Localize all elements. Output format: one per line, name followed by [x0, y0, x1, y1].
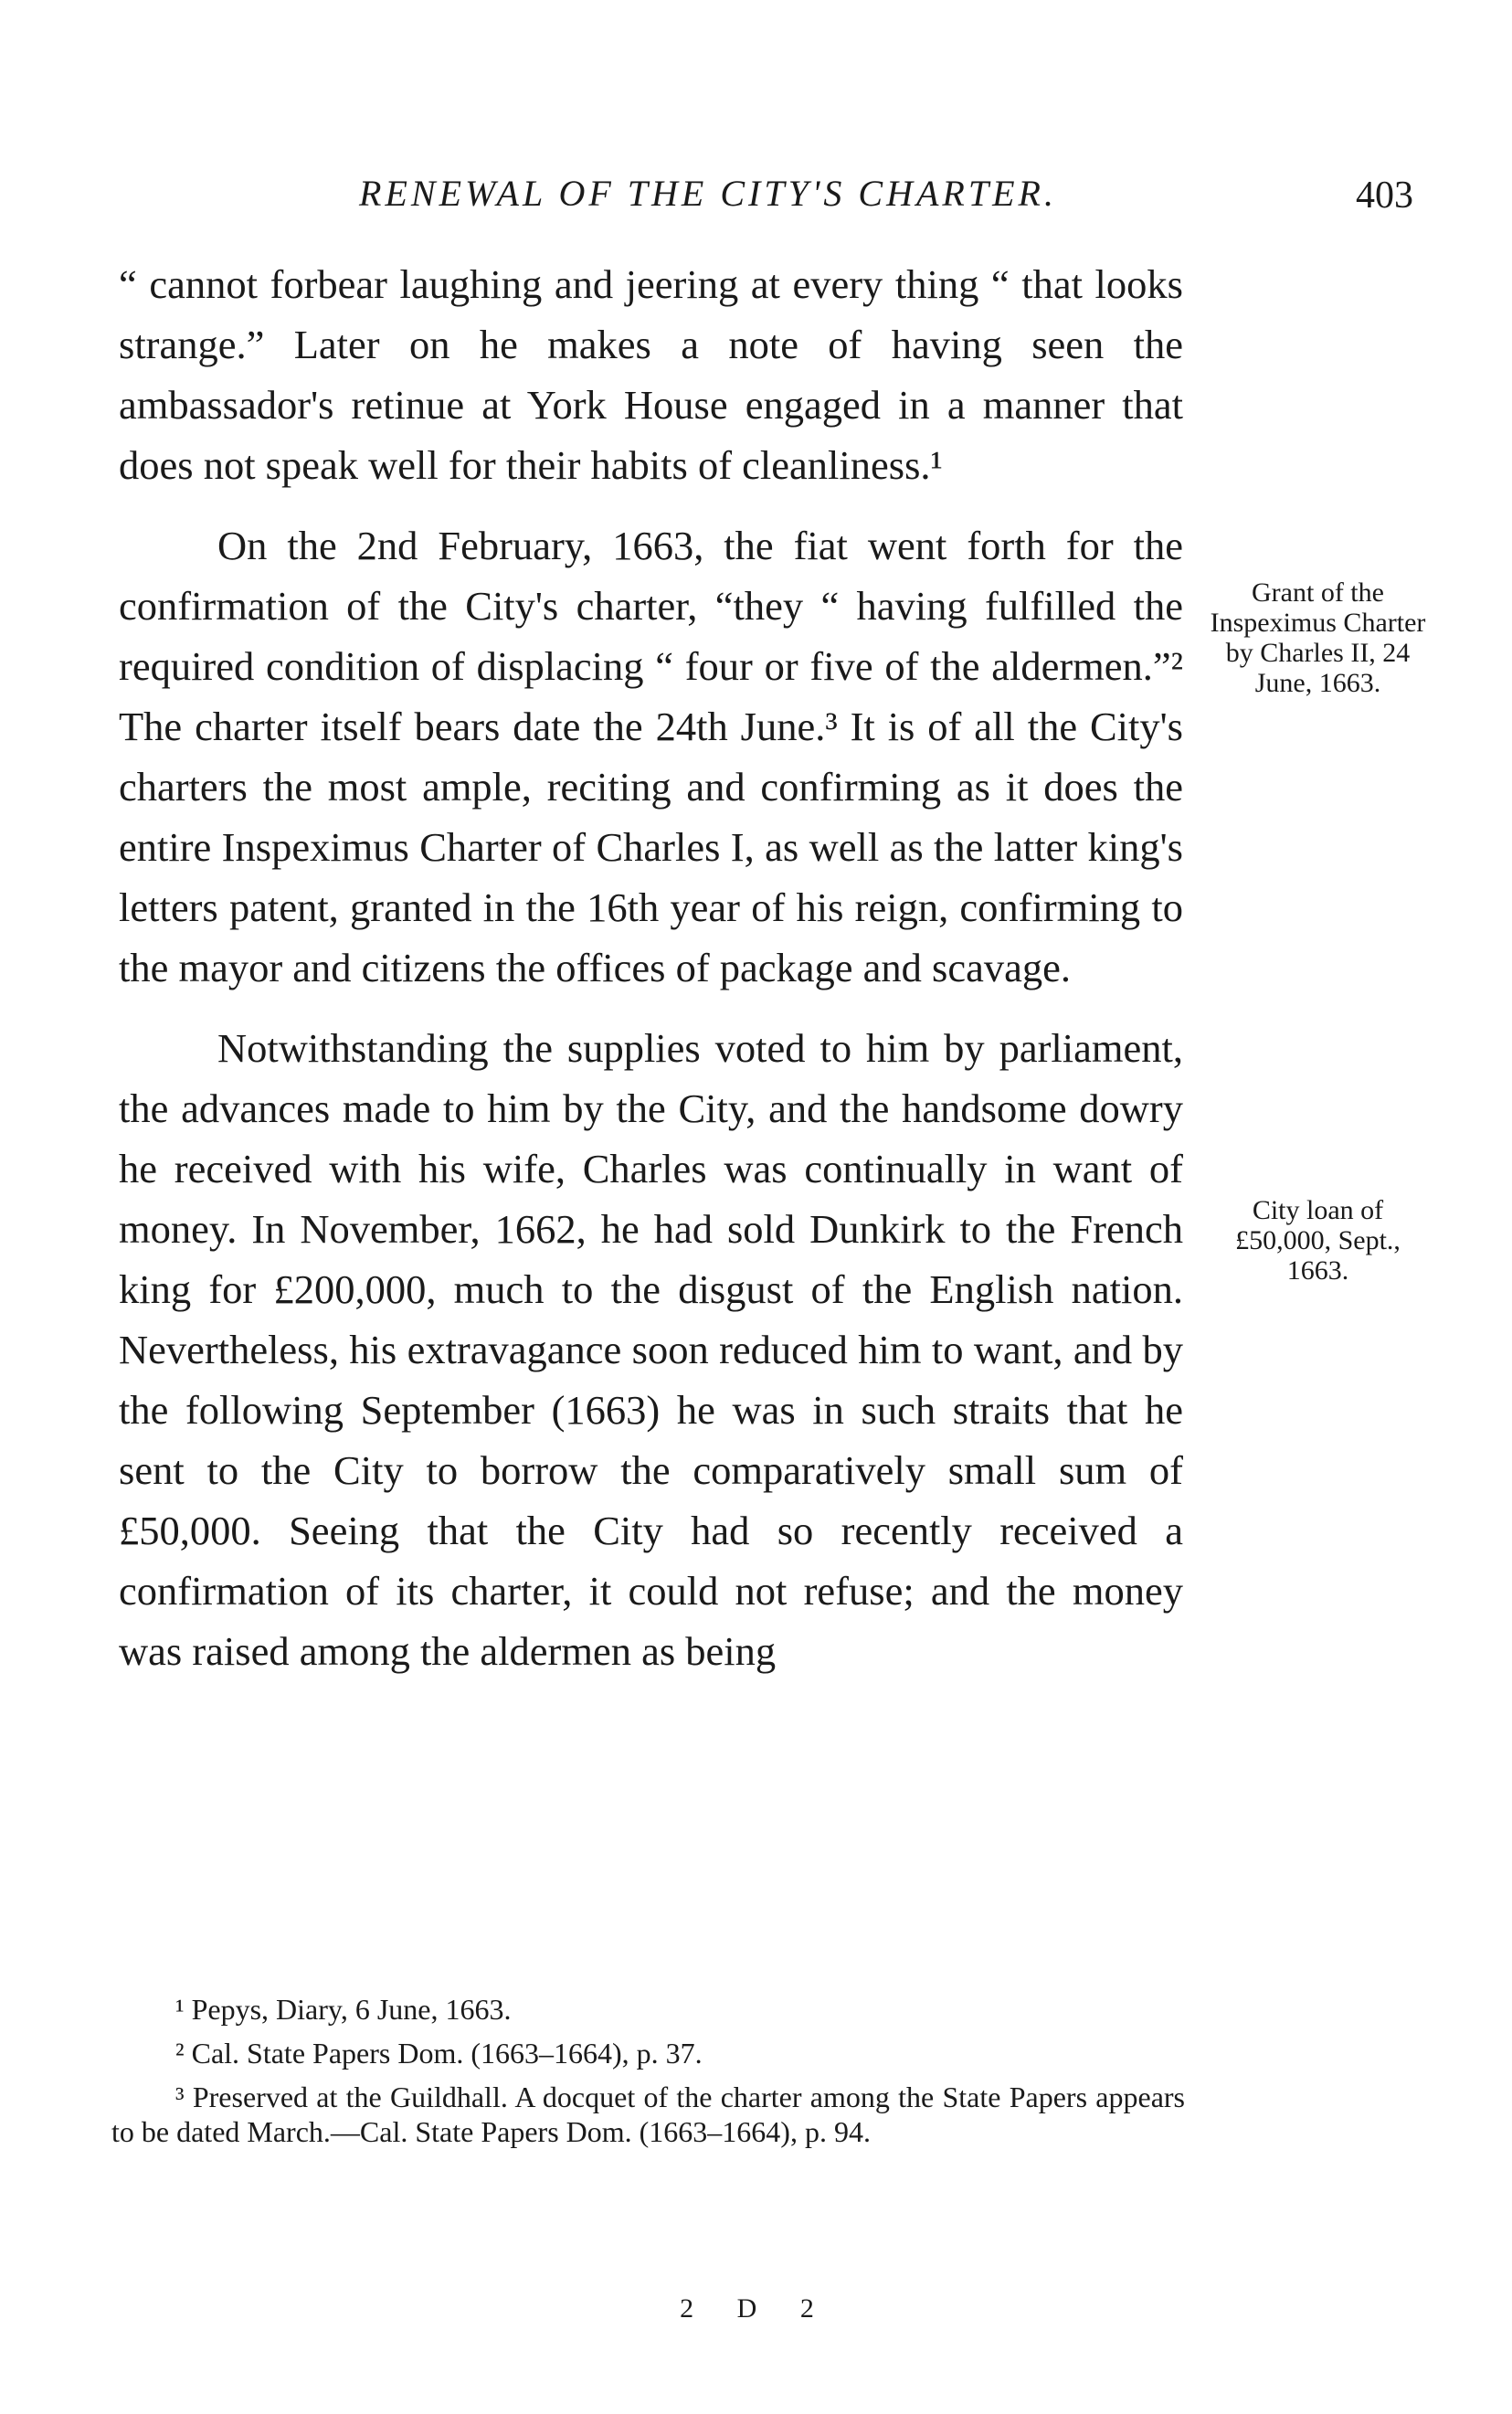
signature-mark: 2 D 2	[680, 2293, 832, 2324]
main-text	[119, 254, 1183, 1701]
page-number: 403	[1356, 175, 1413, 217]
running-title: RENEWAL OF THE CITY'S CHARTER.	[359, 173, 1057, 214]
footnote-3: ³ Preserved at the Guildhall. A docquet of the charter among the State Papers appears to be dated March.—Cal. State Papers Dom. (1663–1664), p. 94.	[111, 2080, 1185, 2148]
margin-note-charter-grant: Grant of the Inspeximus Charter by Charles II, 24 June, 1663.	[1210, 577, 1426, 698]
paragraph-2: On the 2nd February, 1663, the fiat went forth for the confirmation of the City's charter, “they “ having fulfilled the required condition of displacing “ four or five of the aldermen.”² The charter itself bears date the 24th June.³ It is of all the City's charters the most ample, reciting and confirming as it does the entire Inspeximus Charter of Charles I, as well as the latter king's letters patent, granted in the 16th year of his reign, confirming to the mayor and citizens the offices of package and scavage.	[119, 523, 1183, 990]
paragraph-3: Notwithstanding the supplies voted to him by parliament, the advances made to him by the City, and the handsome dowry he received with his wife, Charles was continually in want of money. In November, 1662, he had sold Dunkirk to the French king for £200,000, much to the disgust of the English nation. Nevertheless, his extravagance soon reduced him to want, and by the following September (1663) he was in such straits that he sent to the City to borrow the comparatively small sum of £50,000. Seeing that the City had so recently received a confirmation of its charter, it could not refuse; and the money was raised among the aldermen as being	[119, 1025, 1183, 1674]
footnote-1: ¹ Pepys, Diary, 6 June, 1663.	[175, 1993, 512, 2026]
margin-note-city-loan: City loan of £50,000, Sept., 1663.	[1235, 1195, 1401, 1286]
footnote-2: ² Cal. State Papers Dom. (1663–1664), p. 37.	[175, 2037, 703, 2070]
footnotes	[111, 1992, 1185, 2158]
paragraph-1: “ cannot forbear laughing and jeering at every thing “ that looks strange.” Later on he makes a note of having seen the ambassador's retinue at York House engaged in a manner that does not speak well for their habits of cleanliness.¹	[119, 261, 1183, 488]
